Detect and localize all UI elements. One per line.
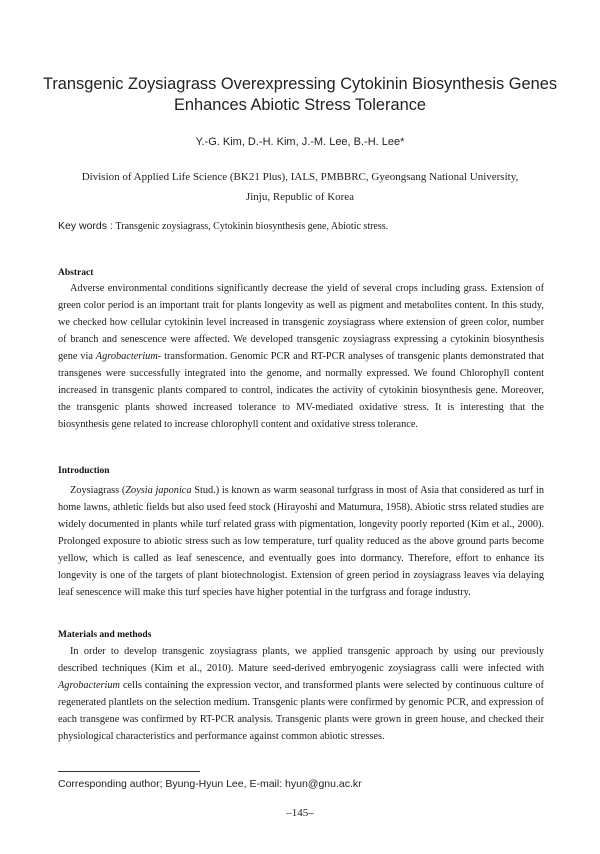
abstract-heading: Abstract [58,268,94,278]
paper-title-line-1: Transgenic Zoysiagrass Overexpressing Cytokinin Biosynthesis Genes [42,75,558,93]
corresponding-author-footnote: Corresponding author; Byung-Hyun Lee, E-mail: hyun@gnu.ac.kr [58,778,362,790]
author-list: Y.-G. Kim, D.-H. Kim, J.-M. Lee, B.-H. Lee* [195,136,405,148]
abstract-paragraph [58,280,544,433]
methods-text-1: In order to develop transgenic zoysiagrass plants, we applied transgenic approach by using our previously described techniques (Kim et al., 2010). Mature seed-derived embryogenic zoysiagrass calli were infected with [58,646,544,674]
affiliation-line-2: Jinju, Republic of Korea [245,191,355,203]
keywords-label: Key words : [58,220,113,232]
keywords [58,220,388,232]
introduction-paragraph [58,482,544,601]
methods-italic-term: Agrobacterium [58,680,120,691]
paper-title-line-2: Enhances Abiotic Stress Tolerance [173,96,427,114]
keywords-text: Transgenic zoysiagrass, Cytokinin biosynthesis gene, Abiotic stress. [115,221,389,232]
introduction-text-2: Stud.) is known as warm seasonal turfgrass in most of Asia that considered as turf in home lawns, athletic fields but also used feed stock (Hirayoshi and Matumura, 1958). Abiotic strss related studies are widely documented in plants while turf related grass with pigmentation, longevity poorly reported (Kim et al., 2000). Prolonged exposure to abiotic stress such as low temperature, turf quality reduced as the above ground parts become yellow, which is called as leaf senescence, and eventually goes into dormancy. Therefore, effort to enhance its longevity is one of the targets of plant biotechnologist. Extension of green period in zoysiagrass leaves via delaying leaf senescence will make this turf species have higher potential in the turfgrass and forage industry. [58,485,544,598]
abstract-text-1: Adverse environmental conditions significantly decrease the yield of several crops including grass. Extension of green color period is an important trait for plants longevity as well as pigment and metabolites content. In this study, we checked how cellular cytokinin level increased in transgenic zoysiagrass where extension of green color, number of branch and senescence were affected. We developed transgenic zoysiagrass expressing a cytokinin biosynthesis gene via [58,283,544,362]
methods-paragraph [58,643,544,745]
abstract-italic-term: Agrobacterium- [95,351,162,362]
page-number: –145– [286,807,314,819]
introduction-heading: Introduction [58,466,110,476]
introduction-text-1: Zoysiagrass ( [70,485,126,496]
abstract-text-2: transformation. Genomic PCR and RT-PCR analyses of transgenic plants demonstrated that transgenes were successfully integrated into the genome, and normally expressed. We found Chlorophyll content increased in transgenic plants compared to control, indicates the activity of cytokinin biosynthesis gene. Moreover, the transgenic plants showed increased tolerance to MV-mediated oxidative stress. It is interesting that the biosynthesis gene related to increase chlorophyll content and oxidative stress tolerance. [58,351,544,430]
introduction-italic-term: Zoysia japonica [125,485,192,496]
methods-text-2: cells containing the expression vector, and transformed plants were selected by continuous culture of regenerated plantlets on the selection medium. Transgenic plants were confirmed by genomic PCR, and expression of each transgene was confirmed by RT-PCR analysis. Transgenic plants were grown in green house, and checked their physiological characteristics and performance against common abiotic stresses. [58,680,544,742]
affiliation-line-1: Division of Applied Life Science (BK21 Plus), IALS, PMBBRC, Gyeongsang National University, [81,171,519,183]
footnote-divider [58,771,200,772]
methods-heading: Materials and methods [58,630,152,640]
